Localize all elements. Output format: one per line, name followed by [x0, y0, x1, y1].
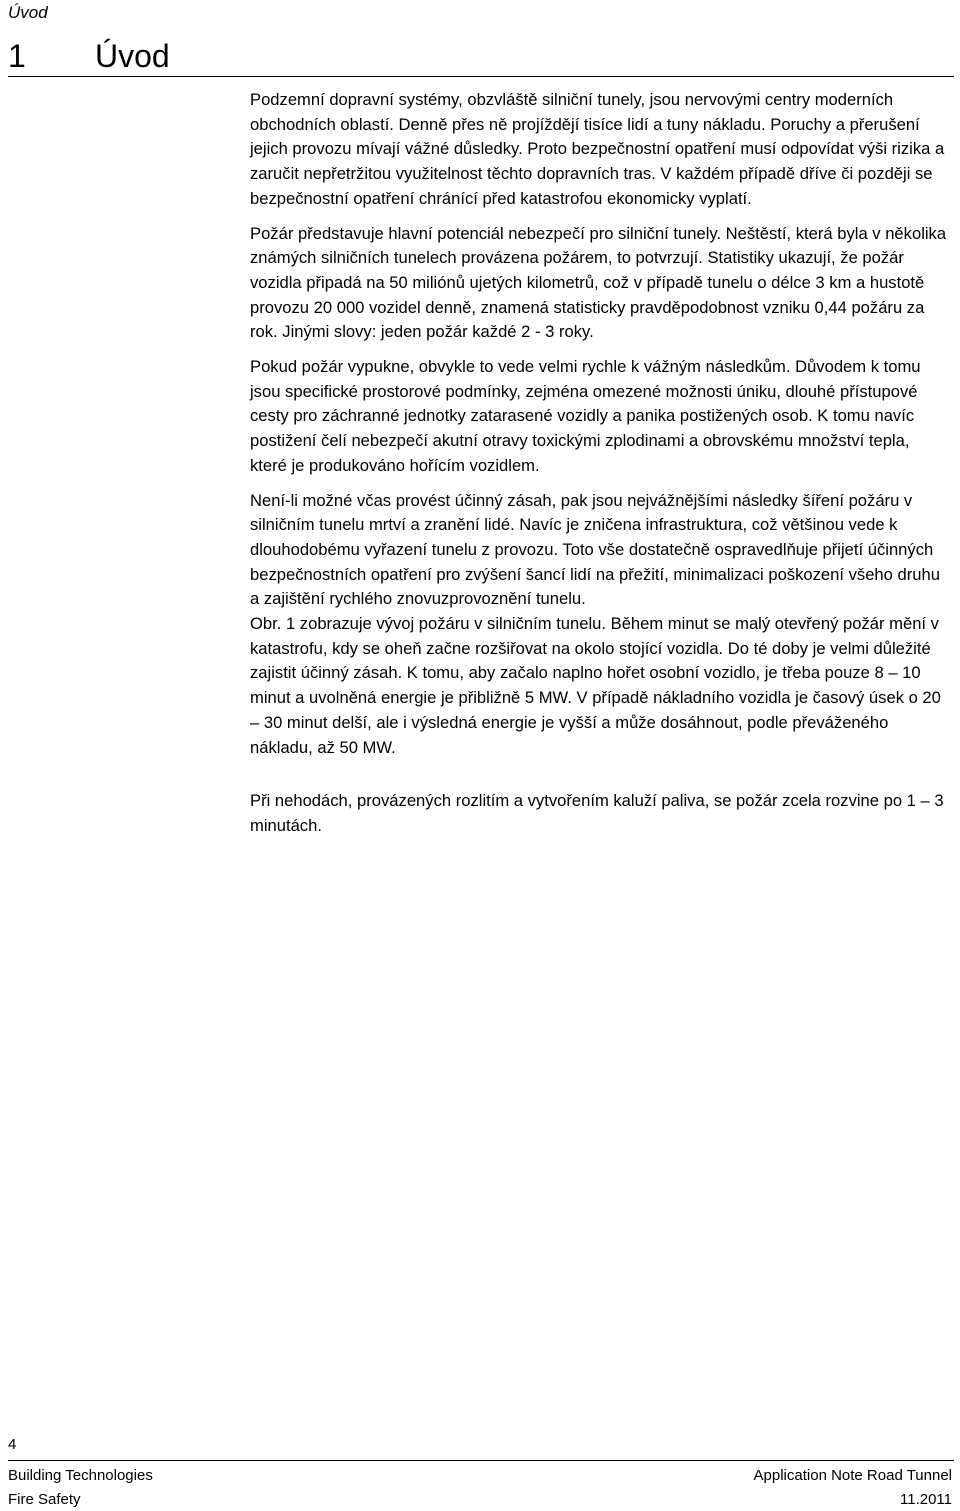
paragraph-3: Pokud požár vypukne, obvykle to vede velmi rychle k vážným následkům. Důvodem k tomu jsou specifické prostorové podmínky, zejména omezené možnosti úniku, dlouhé přístupové cesty pro záchranné jednotky zatarasené vozidly a panika postižených osob. K tomu navíc postižení čelí nebezpečí akutní otravy toxickými zplodinami a obrovskému množství tepla, které je produkováno hořícím vozidlem. — [250, 357, 921, 475]
footer-division: Fire Safety — [8, 1491, 81, 1508]
paragraph-6: Při nehodách, provázených rozlitím a vytvořením kaluží paliva, se požár zcela rozvine po 1 – 3 minutách. — [250, 791, 944, 835]
running-header-title: Úvod — [8, 3, 48, 22]
chapter-heading — [8, 36, 954, 77]
paragraph-1: Podzemní dopravní systémy, obzvláště silniční tunely, jsou nervovými centry moderních obchodních oblastí. Denně přes ně projíždějí tisíce lidí a tuny nákladu. Poruchy a přerušení jejich provozu mívají vážné důsledky. Proto bezpečnostní opatření musí odpovídat výši rizika a zaručit nepřetržitou využitelnost těchto dopravních tras. V každém případě dříve či později se bezpečnostní opatření chránící před katastrofou ekonomicky vyplatí. — [250, 90, 945, 208]
footer-company: Building Technologies — [8, 1467, 153, 1484]
body-text — [250, 88, 950, 839]
paragraph-2: Požár představuje hlavní potenciál nebezpečí pro silniční tunely. Neštěstí, která byla v několika známých silničních tunelech provázena požárem, to potvrzují. Statistiky ukazují, že požár vozidla připadá na 50 miliónů ujetých kilometrů, což v případě tunelu o délce 3 km a hustotě provozu 20 000 vozidel denně, znamená statisticky pravděpodobnost vzniku 0,44 požáru za rok. Jinými slovy: jeden požár každé 2 - 3 roky. — [250, 223, 947, 342]
chapter-number: 1 — [8, 38, 26, 74]
footer-date: 11.2011 — [900, 1491, 952, 1508]
page-number: 4 — [8, 1436, 17, 1453]
footer-divider — [8, 1460, 954, 1461]
chapter-title: Úvod — [95, 38, 170, 74]
paragraph-5: Obr. 1 zobrazuje vývoj požáru v silničním tunelu. Během minut se malý otevřený požár mění v katastrofu, kdy se oheň začne rozšiřovat na okolo stojící vozidla. Do té doby je velmi důležité zajistit účinný zásah. K tomu, aby začalo naplno hořet osobní vozidlo, je třeba pouze 8 – 10 minut a uvolněná energie je přibližně 5 MW. V případě nákladního vozidla je časový úsek o 20 – 30 minut delší, ale i výsledná energie je vyšší a může dosáhnout, podle převáženého nákladu, až 50 MW. — [250, 614, 941, 757]
footer-document-title: Application Note Road Tunnel — [753, 1467, 952, 1484]
paragraph-4: Není-li možné včas provést účinný zásah, pak jsou nejvážnějšími následky šíření požáru v silničním tunelu mrtví a zranění lidé. Navíc je zničena infrastruktura, což většinou vede k dlouhodobému vyřazení tunelu z provozu. Toto vše dostatečně ospravedlňuje přijetí účinných bezpečnostních opatření pro zvýšení šancí lidí na přežití, minimalizaci poškození všeho druhu a zajištění rychlého znovuzprovoznění tunelu. — [250, 490, 940, 609]
